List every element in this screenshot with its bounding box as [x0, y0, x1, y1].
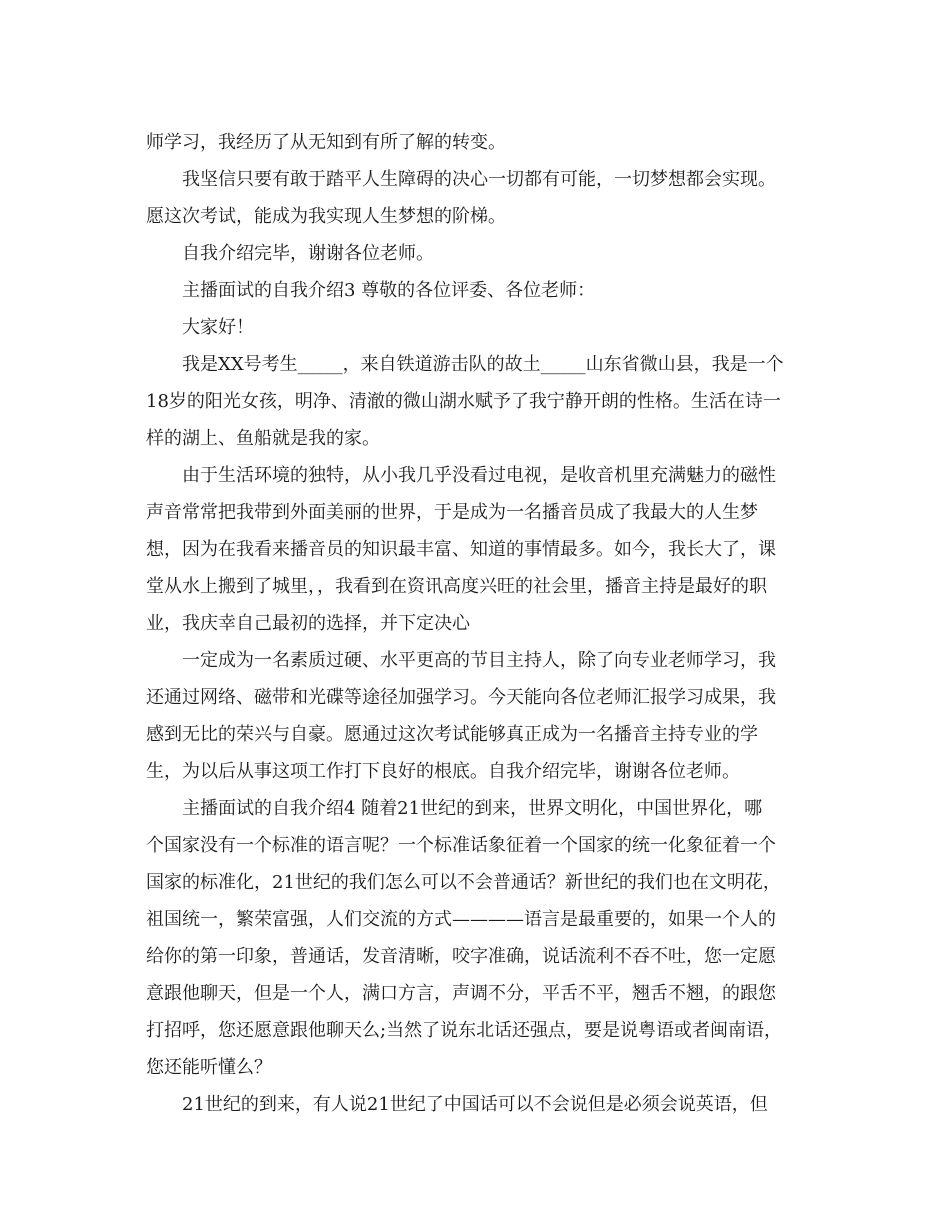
text-line: 祖国统一，繁荣富强，人们交流的方式————语言是最重要的，如果一个人的: [146, 909, 776, 930]
text-line: 您还能听懂么？: [146, 1057, 272, 1078]
text-line: 给你的第一印象，普通话，发音清晰，咬字准确，说话流利不吞不吐，您一定愿: [146, 946, 776, 967]
text-line: 样的湖上、鱼船就是我的家。: [146, 428, 380, 449]
text-line: 想，因为在我看来播音员的知识最丰富、知道的事情最多。如今，我长大了，课: [146, 539, 776, 560]
text-line: 国家的标准化，21世纪的我们怎么可以不会普通话？新世纪的我们也在文明花，: [146, 872, 781, 893]
text-line: 由于生活环境的独特，从小我几乎没看过电视，是收音机里充满魅力的磁性: [182, 465, 776, 486]
text-line: 堂从水上搬到了城里，，我看到在资讯高度兴旺的社会里，播音主持是最好的职: [146, 576, 767, 597]
text-line: 意跟他聊天，但是一个人，满口方言，声调不分，平舌不平，翘舌不翘，的跟您: [146, 983, 776, 1004]
text-line: 声音常常把我带到外面美丽的世界，于是成为一名播音员成了我最大的人生梦: [146, 502, 758, 523]
text-line: 18岁的阳光女孩，明净、清澈的微山湖水赋予了我宁静开朗的性格。生活在诗一: [146, 391, 781, 412]
text-line: 个国家没有一个标准的语言呢？一个标准话象征着一个国家的统一化象征着一个: [146, 835, 776, 856]
text-line: 我坚信只要有敢于踏平人生障碍的决心一切都有可能，一切梦想都会实现。: [182, 169, 776, 190]
text-line: 还通过网络、磁带和光碟等途径加强学习。今天能向各位老师汇报学习成果，我: [146, 687, 776, 708]
text-line: 大家好！: [182, 317, 254, 338]
text-line: 自我介绍完毕，谢谢各位老师。: [182, 243, 434, 264]
text-line: 打招呼，您还愿意跟他聊天么;当然了说东北话还强点，要是说粤语或者闽南语，: [146, 1020, 783, 1041]
text-line: 愿这次考试，能成为我实现人生梦想的阶梯。: [146, 206, 506, 227]
text-line: 主播面试的自我介绍4 随着21世纪的到来，世界文明化，中国世界化，哪: [182, 798, 763, 819]
text-line: 生，为以后从事这项工作打下良好的根底。自我介绍完毕，谢谢各位老师。: [146, 761, 740, 782]
text-line: 主播面试的自我介绍3 尊敬的各位评委、各位老师：: [182, 280, 596, 301]
text-line: 一定成为一名素质过硬、水平更高的节目主持人，除了向专业老师学习，我: [182, 650, 776, 671]
text-line: 21世纪的到来，有人说21世纪了中国话可以不会说但是必须会说英语，但: [182, 1094, 768, 1115]
text-line: 感到无比的荣兴与自豪。愿通过这次考试能够真正成为一名播音主持专业的学: [146, 724, 758, 745]
text-line: 师学习，我经历了从无知到有所了解的转变。: [146, 132, 506, 153]
text-line: 业，我庆幸自己最初的选择，并下定决心: [146, 613, 470, 634]
text-line: 我是XX号考生_____，来自铁道游击队的故土_____山东省微山县，我是一个: [182, 354, 784, 375]
